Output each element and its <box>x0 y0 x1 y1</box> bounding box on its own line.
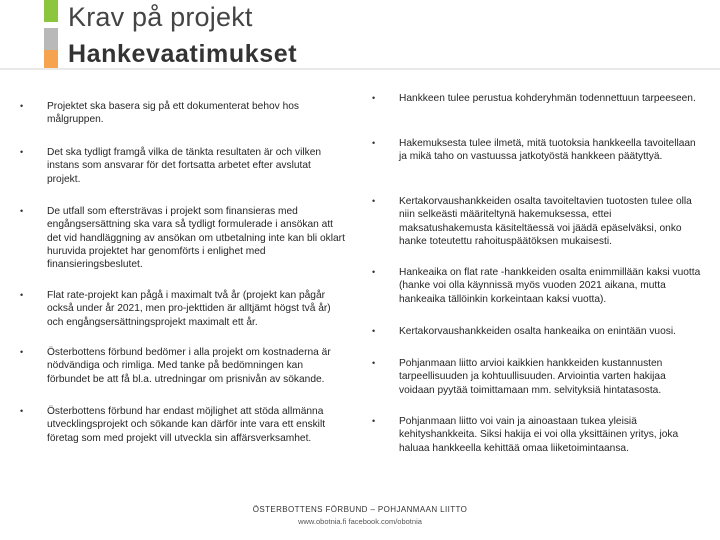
list-item-text: De utfall som eftersträvas i projekt som finansieras med engångsersättning ska vara så tydligt formulerade i ansökan att det vid handläggning av ansökan om utbetalning inte kan bli oklart huruvida projektet har genomförts i enlighet med finansieringsbeslutet. <box>47 206 345 271</box>
bullet-icon: • <box>20 290 24 300</box>
footer-organization: ÖSTERBOTTENS FÖRBUND – POHJANMAAN LIITTO <box>252 505 468 514</box>
bullet-icon: • <box>372 267 376 277</box>
bullet-icon: • <box>20 347 24 357</box>
list-item-text: Kertakorvaushankkeiden osalta hankeaika on enintään vuosi. <box>399 326 676 337</box>
list-item-text: Det ska tydligt framgå vilka de tänkta resultaten är och vilken instans som ansvarar för det fortsatta arbetet efter avslutat projekt. <box>47 147 322 185</box>
bullet-icon: • <box>372 196 376 206</box>
page-title-finnish: Hankevaatimukset <box>68 40 298 68</box>
bullet-icon: • <box>20 147 24 157</box>
list-item-text: Pohjanmaan liitto voi vain ja ainoastaan tukea yleisiä kehityshankkeita. Siksi hakija ei voi olla yksittäinen yritys, joka haluaa hankkeella kehittää omaa liiketoimintaansa. <box>399 416 679 454</box>
list-item-text: Österbottens förbund har endast möjlighet att stöda allmänna utvecklingsprojekt och sökande kan därför inte vara ett enskilt företag som med projekt vill utveckla sin affärsverksamhet. <box>47 406 326 444</box>
list-item-text: Flat rate-projekt kan pågå i maximalt två år (projekt kan pågår också under år 2021, men pro-jekttiden är alltjämt högst två år) och engångsersättningsprojekt maximalt ett år. <box>47 290 331 328</box>
list-item-text: Projektet ska basera sig på ett dokumenterat behov hos målgruppen. <box>47 101 300 126</box>
list-item-text: Österbottens förbund bedömer i alla projekt om kostnaderna är nödvändiga och rimliga. Med tanke på bedömningen kan förbundet be att få bl.a. utredningar om prisnivån av sökande. <box>47 347 331 385</box>
bullet-icon: • <box>372 416 376 426</box>
list-item-text: Pohjanmaan liitto arvioi kaikkien hankkeiden kustannusten tarpeellisuuden ja kohtuullisuuden. Arviointia varten hakijaa voidaan pyytää toimittamaan mm. selvityksiä hintatasosta. <box>399 358 666 396</box>
bullet-icon: • <box>20 206 24 216</box>
accent-bar-orange <box>44 50 58 68</box>
bullet-icon: • <box>372 326 376 336</box>
list-item-text: Hankeaika on flat rate -hankkeiden osalta enimmillään kaksi vuotta (hanke voi olla käynnissä myös vuoden 2021 aikana, mutta hankeaika tällöinkin korkeintaan kaksi vuotta). <box>399 267 701 305</box>
bullet-icon: • <box>372 358 376 368</box>
list-item-text: Hakemuksesta tulee ilmetä, mitä tuotoksia hankkeella tavoitellaan ja mikä taho on vastuussa jatkotyöstä hankkeen päätyttyä. <box>399 138 696 163</box>
bullet-icon: • <box>372 138 376 148</box>
bullet-icon: • <box>372 93 376 103</box>
list-item-text: Hankkeen tulee perustua kohderyhmän todennettuun tarpeeseen. <box>399 93 696 104</box>
bullet-icon: • <box>20 406 24 416</box>
accent-bar-grey <box>44 28 58 50</box>
accent-bar-green <box>44 0 58 22</box>
title-divider <box>0 68 720 70</box>
bullet-icon: • <box>20 101 24 111</box>
page-title-swedish: Krav på projekt <box>68 2 253 32</box>
footer-links: www.obotnia.fi facebook.com/obotnia <box>298 517 422 526</box>
list-item-text: Kertakorvaushankkeiden osalta tavoiteltavien tuotosten tulee olla niin selkeästi määriteltynä hakemuksessa, ettei maksatushakemusta käsiteltäessä voi jäädä epäselväksi, onko hanke toteutettu rahoituspäätöksen mukaisesti. <box>399 196 692 247</box>
